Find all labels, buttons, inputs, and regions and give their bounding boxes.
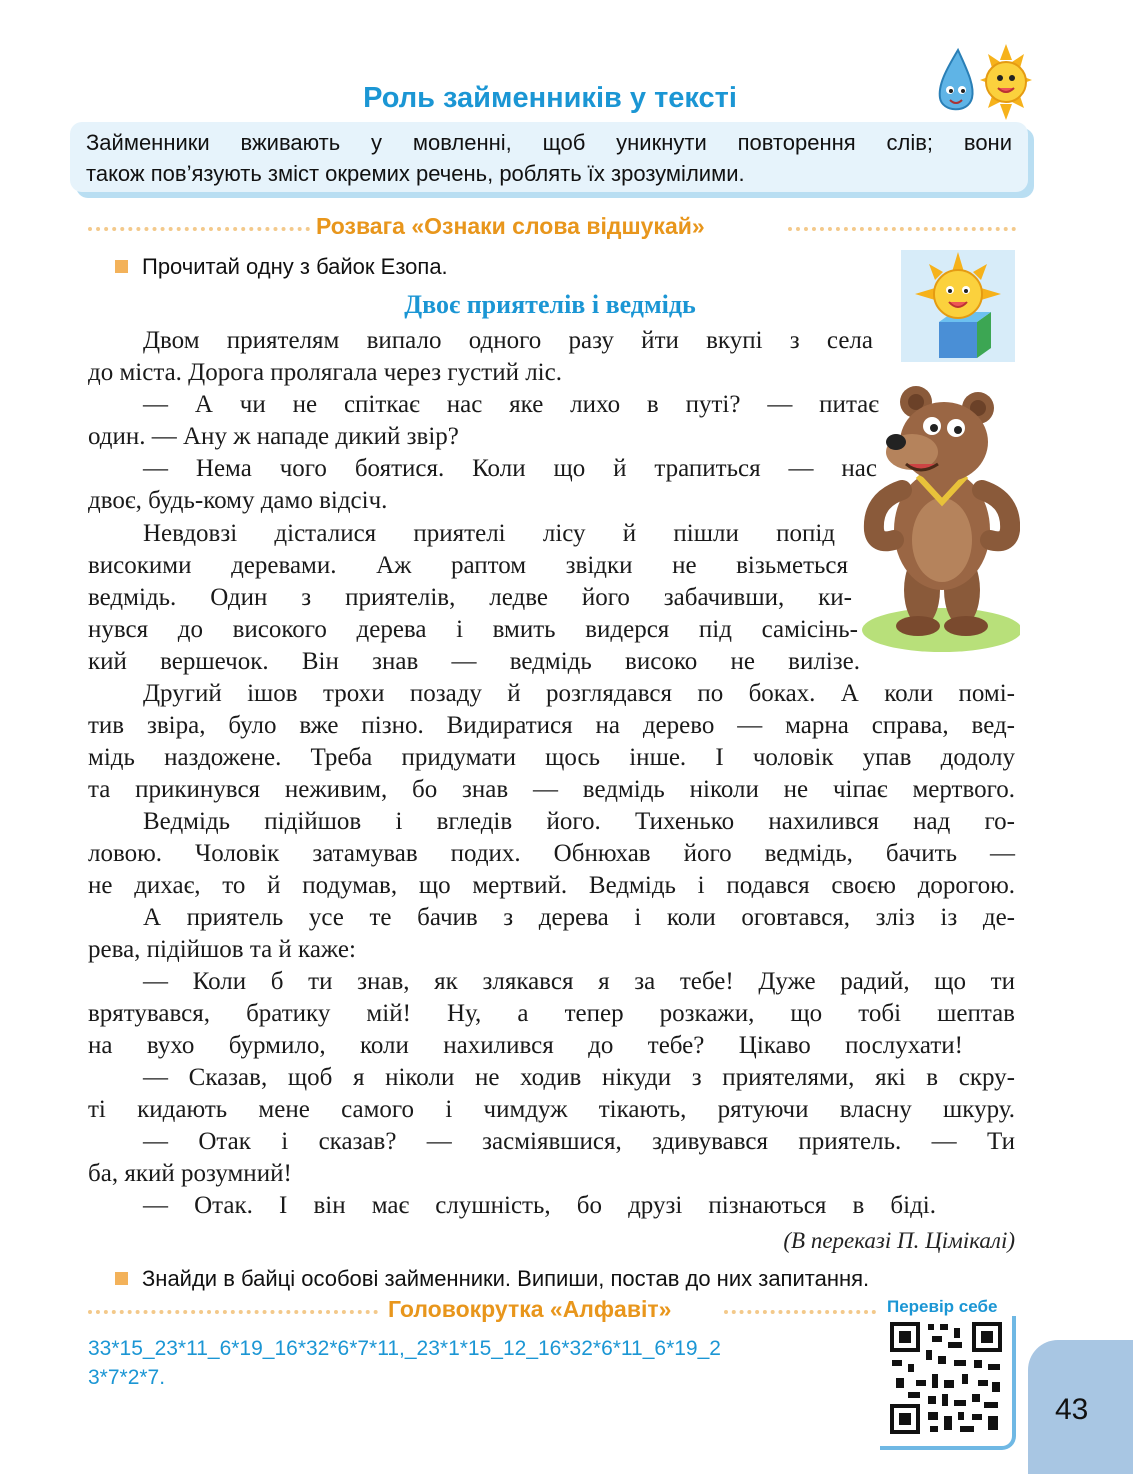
story-line: ведмідь. Один з приятелів, ледве його забачивши, ки- (88, 584, 852, 611)
qr-code-icon[interactable] (888, 1320, 1004, 1436)
bullet-square-icon (115, 1272, 128, 1285)
story-line: та прикинувся неживим, бо знав — ведмідь ніколи не чіпає мертвого. (88, 776, 1015, 803)
story-line: ловою. Чоловік затамував подих. Обнюхав його ведмідь, бачить — (88, 840, 1015, 867)
bullet-square-icon (115, 260, 128, 273)
task-text: Прочитай одну з байок Езопа. (142, 254, 448, 279)
story-line: Невдовзі дісталися приятелі лісу й пішли попід (143, 520, 835, 547)
dotted-divider (88, 1310, 378, 1314)
story-line: — Сказав, щоб я ніколи не ходив нікуди з приятелями, які в скру- (143, 1064, 1015, 1091)
story-line: — А чи не спіткає нас яке лихо в путі? — питає (143, 391, 879, 418)
rule-line: також пов’язують зміст окремих речень, роблять їх зрозумілими. (86, 161, 745, 186)
story-line: — Коли б ти знав, як злякався я за тебе! Дуже радий, що ти (143, 968, 1015, 995)
story-line: ті кидають мене самого і чимдуж тікають, рятуючи власну шкуру. (88, 1096, 1015, 1123)
story-line: — Отак і сказав? — засміявшися, здивувався приятель. — Ти (143, 1128, 1015, 1155)
task-item (115, 1266, 869, 1292)
page-number: 43 (1055, 1393, 1089, 1426)
cipher-line: 3*7*2*7. (88, 1366, 166, 1389)
story-line: Двом приятелям випало одного разу йти вкупі з села (143, 327, 873, 354)
rule-line: Займенники вживають у мовленні, щоб уникнути повторення слів; вони (86, 130, 1012, 155)
story-line: мідь наздожене. Треба придумати щось інше. І чоловік упав додолу (88, 744, 1015, 771)
dotted-divider (88, 227, 310, 231)
page-title: Роль займенників у тексті (363, 82, 737, 114)
task-item (115, 254, 448, 280)
story-line: врятувався, братику мій! Ну, а тепер розкажи, що тобі шептав (88, 1000, 1015, 1027)
story-line: до міста. Дорога пролягала через густий ліс. (88, 359, 562, 386)
story-line: — Нема чого боятися. Коли що й трапиться — нас (143, 455, 877, 482)
story-line: на вухо бурмило, коли нахилився до тебе? Цікаво послухати! (88, 1032, 963, 1059)
story-line: Ведмідь підійшов і вгледів його. Тихенько нахилився над го- (143, 808, 1015, 835)
rule-box (70, 122, 1028, 192)
story-line: ба, який розумний! (88, 1160, 292, 1187)
section-title: Розвага «Ознаки слова відшукай» (316, 213, 705, 239)
story-author: (В переказі П. Цімікалі) (783, 1228, 1015, 1253)
dotted-divider (724, 1310, 876, 1314)
story-line: високими деревами. Аж раптом звідки не візьметься (88, 552, 848, 579)
story-line: тив звіра, було вже пізно. Видиратися на дерево — марна справа, вед- (88, 712, 1015, 739)
story-line: не дихає, то й подумав, що мертвий. Ведмідь і подався своєю дорогою. (88, 872, 1015, 899)
section-header-game (88, 213, 1018, 243)
bear-illustration (852, 380, 1020, 660)
section-title: Головокрутка «Алфавіт» (388, 1296, 672, 1322)
section-header-puzzle (88, 1296, 1018, 1326)
story-line: А приятель усе те бачив з дерева і коли оговтався, зліз із де- (143, 904, 1015, 931)
story-line: двоє, будь-кому дамо відсіч. (88, 487, 388, 514)
cipher-line: 33*15_23*11_6*19_16*32*6*7*11,_23*1*15_12_16*32*6*11_6*19_2 (88, 1337, 721, 1360)
dotted-divider (788, 227, 1016, 231)
story-line: — Отак. І він має слушність, бо друзі пізнаються в біді. (143, 1192, 936, 1219)
task-text: Знайди в байці особові займенники. Випиши, постав до них запитання. (142, 1266, 870, 1291)
story-line: рева, підійшов та й каже: (88, 936, 356, 963)
story-line: Другий ішов трохи позаду й розглядався по боках. А коли помі- (143, 680, 1015, 707)
story-line: нувся до високого дерева і вмить видерся під самісінь- (88, 616, 858, 643)
story-line: один. — Ану ж нападе дикий звір? (88, 423, 459, 450)
check-yourself-label: Перевір себе (887, 1297, 998, 1316)
story-line: кий вершечок. Він знав — ведмідь високо не вилізе. (88, 648, 860, 675)
story-title: Двоє приятелів і ведмідь (404, 290, 696, 319)
